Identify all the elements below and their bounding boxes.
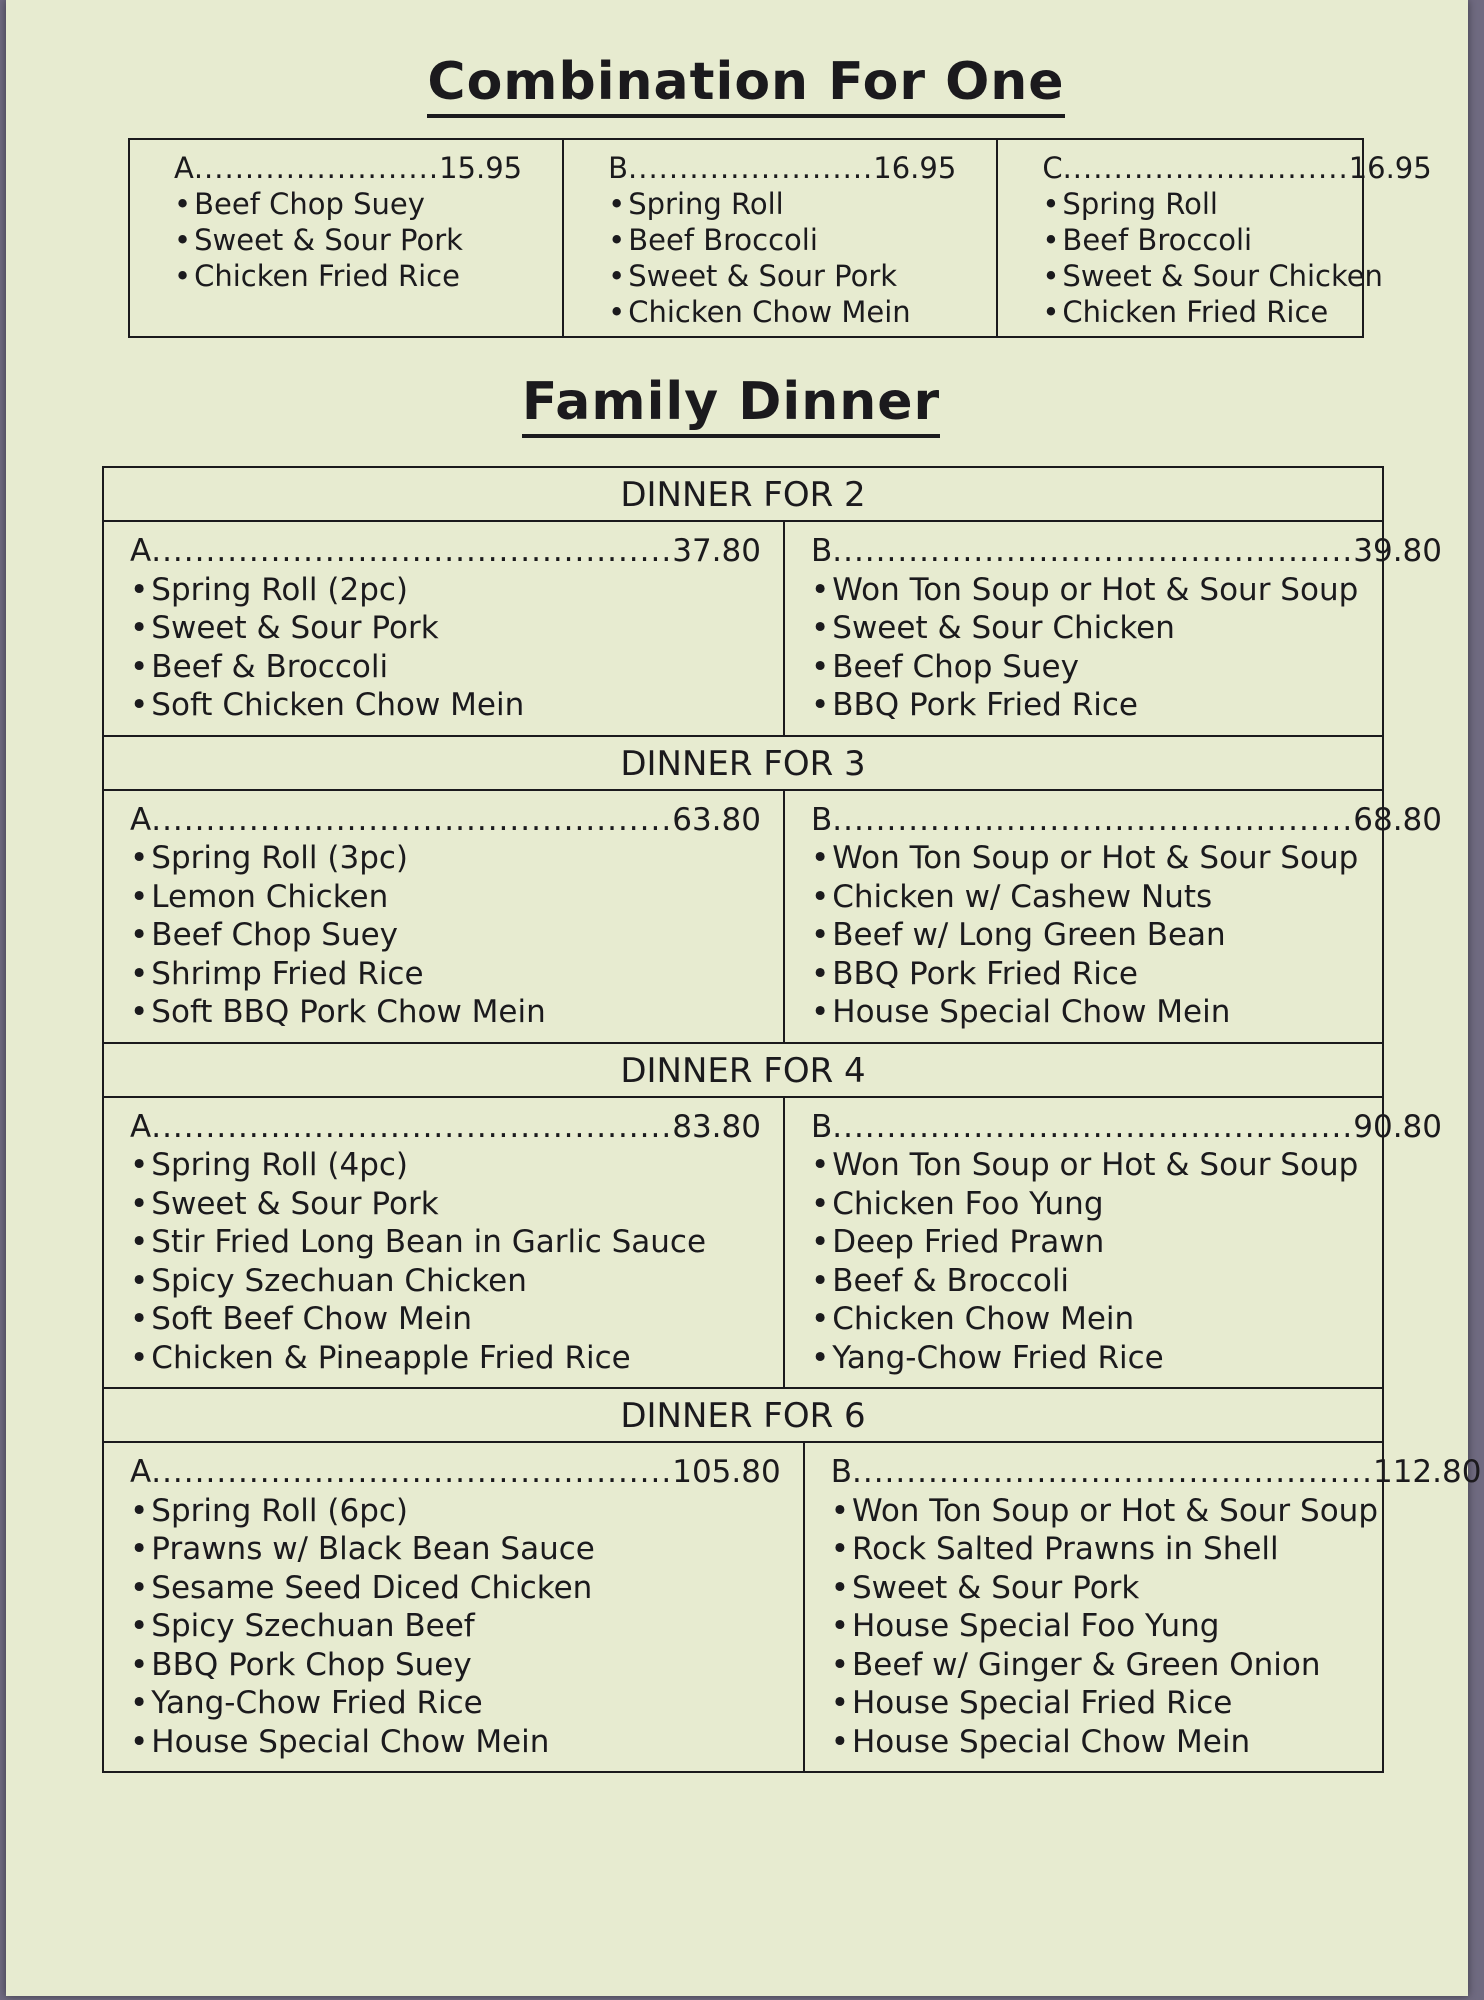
menu-item: • BBQ Pork Fried Rice — [811, 955, 1442, 994]
menu-item: • Won Ton Soup or Hot & Sour Soup — [811, 571, 1442, 610]
menu-item: • House Special Fried Rice — [831, 1684, 1482, 1723]
option-letter: A — [130, 1454, 152, 1490]
combo-c — [998, 140, 1471, 336]
menu-item: • Won Ton Soup or Hot & Sour Soup — [811, 839, 1442, 878]
option-a — [104, 522, 785, 735]
leader-dots: ................................................ — [832, 801, 1354, 838]
combo-c-letter: C — [1042, 151, 1063, 185]
menu-item: • Sweet & Sour Pork — [608, 258, 956, 294]
menu-item: • Sweet & Sour Pork — [130, 1185, 761, 1224]
menu-item: • Beef Chop Suey — [811, 648, 1442, 687]
family-title: Family Dinner — [522, 372, 940, 438]
option-letter: A — [130, 1108, 152, 1145]
menu-item: • BBQ Pork Fried Rice — [811, 686, 1442, 725]
menu-item: • Won Ton Soup or Hot & Sour Soup — [811, 1146, 1442, 1185]
option-a — [104, 1443, 805, 1771]
option-header — [811, 532, 1442, 571]
combo-a — [130, 140, 564, 336]
leader-dots: ................................................ — [832, 1108, 1354, 1145]
menu-item: • Beef Chop Suey — [174, 186, 522, 222]
option-header — [130, 1108, 761, 1147]
option-header — [130, 1453, 781, 1492]
menu-item: • Soft BBQ Pork Chow Mein — [130, 993, 761, 1032]
leader-dots: ................................................ — [851, 1454, 1373, 1490]
menu-item: • Spring Roll — [608, 186, 956, 222]
leader-dots: ................................................ — [151, 801, 673, 838]
menu-item: • Beef Chop Suey — [130, 916, 761, 955]
menu-item: • Spring Roll (6pc) — [130, 1492, 781, 1531]
leader-dots: ................................................ — [151, 1108, 673, 1145]
option-b — [785, 791, 1464, 1042]
option-header — [130, 801, 761, 840]
family-dinner-table — [102, 466, 1482, 1773]
option-header — [811, 1108, 1442, 1147]
section-title: DINNER FOR 2 — [104, 468, 1382, 522]
leader-dots: ............................ — [1062, 151, 1349, 185]
combo-a-header — [174, 150, 522, 186]
menu-item: • Beef & Broccoli — [130, 648, 761, 687]
section-title: DINNER FOR 6 — [104, 1389, 1382, 1443]
menu-item: • Yang-Chow Fried Rice — [811, 1339, 1442, 1378]
option-b — [805, 1443, 1484, 1771]
menu-item: • Lemon Chicken — [130, 878, 761, 917]
menu-item: • Spring Roll — [1042, 186, 1431, 222]
option-a — [104, 1098, 785, 1388]
menu-item: • House Special Chow Mein — [130, 1723, 781, 1762]
combo-b-price: 16.95 — [873, 151, 957, 185]
combo-title: Combination For One — [427, 52, 1064, 118]
combo-b — [564, 140, 998, 336]
menu-item: • Beef & Broccoli — [811, 1262, 1442, 1301]
option-header — [831, 1453, 1482, 1492]
menu-item: • Chicken & Pineapple Fried Rice — [130, 1339, 761, 1378]
option-letter: B — [810, 801, 833, 838]
leader-dots: ................................................ — [151, 533, 673, 569]
leader-dots: ........................ — [628, 151, 874, 185]
leader-dots: ........................ — [193, 151, 440, 185]
combo-a-price: 15.95 — [439, 151, 523, 185]
menu-item: • Chicken Fried Rice — [174, 258, 522, 294]
menu-item: • Sesame Seed Diced Chicken — [130, 1569, 781, 1608]
menu-item: • Chicken Chow Mein — [608, 294, 956, 330]
menu-item: • Shrimp Fried Rice — [130, 955, 761, 994]
option-header — [130, 532, 761, 571]
menu-item: • Beef Broccoli — [608, 222, 956, 258]
menu-item: • Soft Beef Chow Mein — [130, 1300, 761, 1339]
option-price: 39.80 — [1353, 533, 1442, 569]
leader-dots: ................................................ — [832, 533, 1354, 569]
menu-item: • Sweet & Sour Pork — [130, 609, 761, 648]
menu-page — [6, 0, 1482, 1996]
menu-item: • Chicken Foo Yung — [811, 1185, 1442, 1224]
option-price: 90.80 — [1353, 1108, 1442, 1145]
section-title: DINNER FOR 4 — [104, 1044, 1382, 1098]
combo-table — [128, 138, 1432, 338]
menu-item: • Chicken Chow Mein — [811, 1300, 1442, 1339]
dinner-for-2-section — [104, 468, 1442, 737]
menu-item: • Beef w/ Long Green Bean — [811, 916, 1442, 955]
menu-item: • Spring Roll (2pc) — [130, 571, 761, 610]
option-letter: B — [830, 1454, 852, 1490]
menu-item: • Spring Roll (4pc) — [130, 1146, 761, 1185]
option-price: 83.80 — [672, 1108, 761, 1145]
leader-dots: ................................................ — [151, 1454, 673, 1490]
menu-item: • BBQ Pork Chop Suey — [130, 1646, 781, 1685]
menu-item: • House Special Chow Mein — [811, 993, 1442, 1032]
option-header — [811, 801, 1442, 840]
dinner-for-6-section — [104, 1389, 1482, 1771]
option-letter: B — [810, 533, 833, 569]
option-price: 37.80 — [672, 533, 761, 569]
menu-item: • Soft Chicken Chow Mein — [130, 686, 761, 725]
menu-item: • Sweet & Sour Chicken — [811, 609, 1442, 648]
combo-heading — [6, 52, 1484, 112]
option-price: 112.80 — [1372, 1454, 1482, 1490]
menu-item: • Sweet & Sour Pork — [831, 1569, 1482, 1608]
combo-b-header — [608, 150, 956, 186]
option-price: 63.80 — [672, 801, 761, 838]
combo-c-price: 16.95 — [1348, 151, 1432, 185]
menu-item: • Spring Roll (3pc) — [130, 839, 761, 878]
menu-item: • Sweet & Sour Chicken — [1042, 258, 1431, 294]
option-b — [785, 1098, 1464, 1388]
option-letter: A — [130, 533, 152, 569]
menu-item: • Yang-Chow Fried Rice — [130, 1684, 781, 1723]
menu-item: • Won Ton Soup or Hot & Sour Soup — [831, 1492, 1482, 1531]
menu-item: • Sweet & Sour Pork — [174, 222, 522, 258]
menu-item: • Rock Salted Prawns in Shell — [831, 1530, 1482, 1569]
dinner-for-3-section — [104, 737, 1442, 1044]
menu-item: • Spicy Szechuan Chicken — [130, 1262, 761, 1301]
combo-a-letter: A — [174, 151, 194, 185]
menu-item: • House Special Foo Yung — [831, 1607, 1482, 1646]
menu-item: • Deep Fried Prawn — [811, 1223, 1442, 1262]
option-b — [785, 522, 1464, 735]
combo-b-letter: B — [608, 151, 629, 185]
menu-item: • Chicken w/ Cashew Nuts — [811, 878, 1442, 917]
option-price: 105.80 — [672, 1454, 781, 1490]
combo-c-header — [1042, 150, 1431, 186]
menu-item: • Beef Broccoli — [1042, 222, 1431, 258]
menu-item: • Spicy Szechuan Beef — [130, 1607, 781, 1646]
option-price: 68.80 — [1353, 801, 1442, 838]
section-title: DINNER FOR 3 — [104, 737, 1382, 791]
menu-item: • Chicken Fried Rice — [1042, 294, 1431, 330]
menu-item: • Prawns w/ Black Bean Sauce — [130, 1530, 781, 1569]
dinner-for-4-section — [104, 1044, 1442, 1390]
option-letter: B — [810, 1108, 833, 1145]
menu-item: • Stir Fried Long Bean in Garlic Sauce — [130, 1223, 761, 1262]
menu-item: • House Special Chow Mein — [831, 1723, 1482, 1762]
family-heading — [6, 372, 1456, 432]
option-a — [104, 791, 785, 1042]
menu-item: • Beef w/ Ginger & Green Onion — [831, 1646, 1482, 1685]
option-letter: A — [130, 801, 152, 838]
